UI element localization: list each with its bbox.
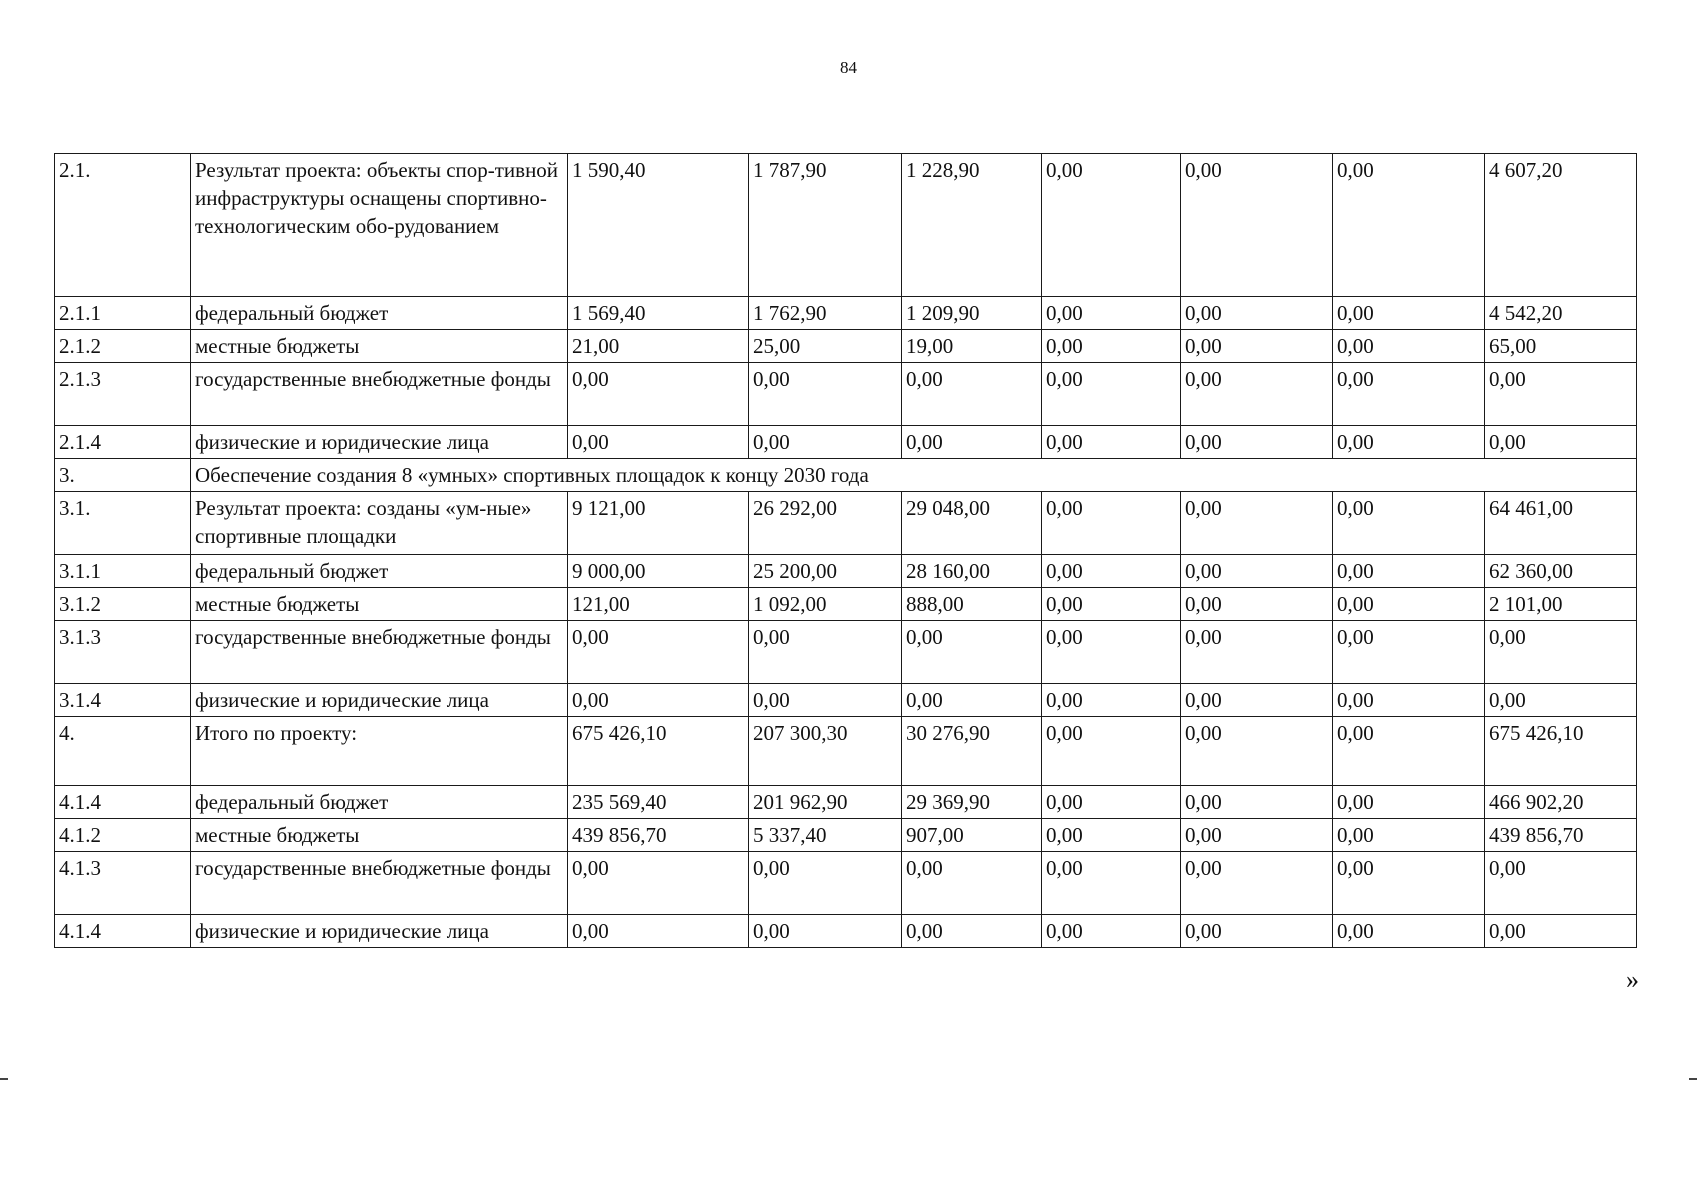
- row-name-cell: физические и юридические лица: [191, 426, 568, 459]
- table-row: [55, 555, 1637, 588]
- value-cell: 0,00: [1181, 363, 1333, 426]
- value-cell: 0,00: [1042, 154, 1181, 297]
- value-cell: 0,00: [902, 684, 1042, 717]
- right-edge-mark: [1689, 1078, 1697, 1080]
- value-cell: 0,00: [568, 426, 749, 459]
- value-cell: 1 762,90: [749, 297, 902, 330]
- table-row: [55, 915, 1637, 948]
- table-row: [55, 297, 1637, 330]
- value-cell: 0,00: [1485, 426, 1637, 459]
- row-number-cell: 4.1.2: [55, 819, 191, 852]
- value-cell: 0,00: [749, 915, 902, 948]
- value-cell: 0,00: [1042, 426, 1181, 459]
- value-cell: 0,00: [568, 684, 749, 717]
- value-cell: 675 426,10: [568, 717, 749, 786]
- left-edge-mark: [0, 1078, 8, 1080]
- value-cell: 235 569,40: [568, 786, 749, 819]
- value-cell: 19,00: [902, 330, 1042, 363]
- value-cell: 1 787,90: [749, 154, 902, 297]
- row-name-cell: государственные внебюджетные фонды: [191, 363, 568, 426]
- value-cell: 0,00: [1181, 297, 1333, 330]
- value-cell: 64 461,00: [1485, 492, 1637, 555]
- value-cell: 1 569,40: [568, 297, 749, 330]
- section-title-cell: Обеспечение создания 8 «умных» спортивных площадок к концу 2030 года: [191, 459, 1637, 492]
- value-cell: 0,00: [1333, 786, 1485, 819]
- value-cell: 907,00: [902, 819, 1042, 852]
- value-cell: 0,00: [1181, 588, 1333, 621]
- value-cell: 0,00: [1042, 492, 1181, 555]
- value-cell: 888,00: [902, 588, 1042, 621]
- row-number-cell: 3.1.3: [55, 621, 191, 684]
- value-cell: 5 337,40: [749, 819, 902, 852]
- section-row: [55, 459, 1637, 492]
- budget-table: [54, 153, 1637, 948]
- row-number-cell: 3.1.4: [55, 684, 191, 717]
- row-number-cell: 4.1.3: [55, 852, 191, 915]
- table-row: [55, 852, 1637, 915]
- table-row: [55, 621, 1637, 684]
- value-cell: 0,00: [1042, 330, 1181, 363]
- value-cell: 0,00: [1333, 492, 1485, 555]
- value-cell: 9 000,00: [568, 555, 749, 588]
- value-cell: 0,00: [568, 621, 749, 684]
- value-cell: 0,00: [1042, 297, 1181, 330]
- value-cell: 675 426,10: [1485, 717, 1637, 786]
- value-cell: 25 200,00: [749, 555, 902, 588]
- value-cell: 207 300,30: [749, 717, 902, 786]
- value-cell: 0,00: [1181, 852, 1333, 915]
- value-cell: 0,00: [1181, 684, 1333, 717]
- value-cell: 0,00: [1333, 426, 1485, 459]
- table-row: [55, 786, 1637, 819]
- value-cell: 2 101,00: [1485, 588, 1637, 621]
- value-cell: 0,00: [1333, 684, 1485, 717]
- page-number: 84: [840, 58, 857, 77]
- value-cell: 0,00: [1042, 363, 1181, 426]
- row-number-cell: 2.1.4: [55, 426, 191, 459]
- value-cell: 0,00: [1333, 852, 1485, 915]
- value-cell: 0,00: [1485, 915, 1637, 948]
- value-cell: 0,00: [568, 363, 749, 426]
- table-row: [55, 154, 1637, 297]
- row-name-cell: федеральный бюджет: [191, 297, 568, 330]
- value-cell: 439 856,70: [1485, 819, 1637, 852]
- table-row: [55, 426, 1637, 459]
- value-cell: 30 276,90: [902, 717, 1042, 786]
- value-cell: 0,00: [749, 852, 902, 915]
- value-cell: 0,00: [1181, 154, 1333, 297]
- value-cell: 0,00: [1333, 297, 1485, 330]
- value-cell: 0,00: [1042, 717, 1181, 786]
- value-cell: 0,00: [1333, 819, 1485, 852]
- value-cell: 0,00: [1485, 684, 1637, 717]
- value-cell: 26 292,00: [749, 492, 902, 555]
- value-cell: 0,00: [902, 426, 1042, 459]
- row-name-cell: государственные внебюджетные фонды: [191, 621, 568, 684]
- value-cell: 0,00: [749, 621, 902, 684]
- row-number-cell: 4.: [55, 717, 191, 786]
- value-cell: 25,00: [749, 330, 902, 363]
- value-cell: 29 048,00: [902, 492, 1042, 555]
- value-cell: 62 360,00: [1485, 555, 1637, 588]
- row-number-cell: 3.1.2: [55, 588, 191, 621]
- value-cell: 0,00: [1333, 588, 1485, 621]
- value-cell: 466 902,20: [1485, 786, 1637, 819]
- value-cell: 0,00: [1181, 621, 1333, 684]
- row-name-cell: местные бюджеты: [191, 330, 568, 363]
- row-number-cell: 2.1.2: [55, 330, 191, 363]
- value-cell: 0,00: [1181, 915, 1333, 948]
- row-name-cell: Итого по проекту:: [191, 717, 568, 786]
- value-cell: 0,00: [749, 426, 902, 459]
- row-number-cell: 3.1.: [55, 492, 191, 555]
- row-number-cell: 4.1.4: [55, 786, 191, 819]
- row-name-cell: физические и юридические лица: [191, 684, 568, 717]
- value-cell: 0,00: [1042, 852, 1181, 915]
- row-number-cell: 2.1.3: [55, 363, 191, 426]
- value-cell: 0,00: [1181, 717, 1333, 786]
- value-cell: 0,00: [1042, 621, 1181, 684]
- value-cell: 0,00: [1181, 426, 1333, 459]
- value-cell: 4 542,20: [1485, 297, 1637, 330]
- value-cell: 0,00: [1333, 621, 1485, 684]
- value-cell: 0,00: [1333, 154, 1485, 297]
- row-number-cell: 2.1.: [55, 154, 191, 297]
- value-cell: 0,00: [1042, 588, 1181, 621]
- row-name-cell: федеральный бюджет: [191, 786, 568, 819]
- row-name-cell: местные бюджеты: [191, 819, 568, 852]
- closing-quote-mark: »: [1626, 965, 1639, 994]
- value-cell: 0,00: [568, 852, 749, 915]
- value-cell: 0,00: [1181, 786, 1333, 819]
- table-row: [55, 492, 1637, 555]
- row-name-cell: федеральный бюджет: [191, 555, 568, 588]
- value-cell: 0,00: [1485, 852, 1637, 915]
- value-cell: 0,00: [1042, 684, 1181, 717]
- value-cell: 0,00: [1042, 555, 1181, 588]
- value-cell: 0,00: [1181, 819, 1333, 852]
- value-cell: 0,00: [1333, 330, 1485, 363]
- value-cell: 28 160,00: [902, 555, 1042, 588]
- value-cell: 65,00: [1485, 330, 1637, 363]
- value-cell: 0,00: [1042, 786, 1181, 819]
- value-cell: 0,00: [1181, 330, 1333, 363]
- value-cell: 0,00: [1181, 555, 1333, 588]
- value-cell: 0,00: [749, 684, 902, 717]
- value-cell: 21,00: [568, 330, 749, 363]
- value-cell: 1 590,40: [568, 154, 749, 297]
- value-cell: 121,00: [568, 588, 749, 621]
- table-row: [55, 330, 1637, 363]
- value-cell: 1 209,90: [902, 297, 1042, 330]
- value-cell: 1 092,00: [749, 588, 902, 621]
- row-number-cell: 3.: [55, 459, 191, 492]
- value-cell: 0,00: [1042, 819, 1181, 852]
- value-cell: 0,00: [902, 915, 1042, 948]
- value-cell: 0,00: [1485, 363, 1637, 426]
- value-cell: 9 121,00: [568, 492, 749, 555]
- value-cell: 0,00: [749, 363, 902, 426]
- value-cell: 29 369,90: [902, 786, 1042, 819]
- table-row: [55, 588, 1637, 621]
- row-name-cell: физические и юридические лица: [191, 915, 568, 948]
- row-name-cell: местные бюджеты: [191, 588, 568, 621]
- row-name-cell: государственные внебюджетные фонды: [191, 852, 568, 915]
- table-row: [55, 819, 1637, 852]
- value-cell: 0,00: [902, 363, 1042, 426]
- row-name-cell: Результат проекта: созданы «ум-ные» спортивные площадки: [191, 492, 568, 555]
- table-row: [55, 363, 1637, 426]
- value-cell: 0,00: [1333, 363, 1485, 426]
- value-cell: 201 962,90: [749, 786, 902, 819]
- value-cell: 0,00: [1042, 915, 1181, 948]
- value-cell: 0,00: [1333, 555, 1485, 588]
- total-row: [55, 717, 1637, 786]
- value-cell: 439 856,70: [568, 819, 749, 852]
- value-cell: 0,00: [1181, 492, 1333, 555]
- value-cell: 0,00: [902, 621, 1042, 684]
- value-cell: 0,00: [1333, 717, 1485, 786]
- value-cell: 1 228,90: [902, 154, 1042, 297]
- value-cell: 0,00: [902, 852, 1042, 915]
- row-name-cell: Результат проекта: объекты спор-тивной инфраструктуры оснащены спортивно-технологическим обо-рудованием: [191, 154, 568, 297]
- value-cell: 0,00: [1485, 621, 1637, 684]
- value-cell: 0,00: [1333, 915, 1485, 948]
- row-number-cell: 2.1.1: [55, 297, 191, 330]
- value-cell: 0,00: [568, 915, 749, 948]
- row-number-cell: 4.1.4: [55, 915, 191, 948]
- value-cell: 4 607,20: [1485, 154, 1637, 297]
- row-number-cell: 3.1.1: [55, 555, 191, 588]
- table-row: [55, 684, 1637, 717]
